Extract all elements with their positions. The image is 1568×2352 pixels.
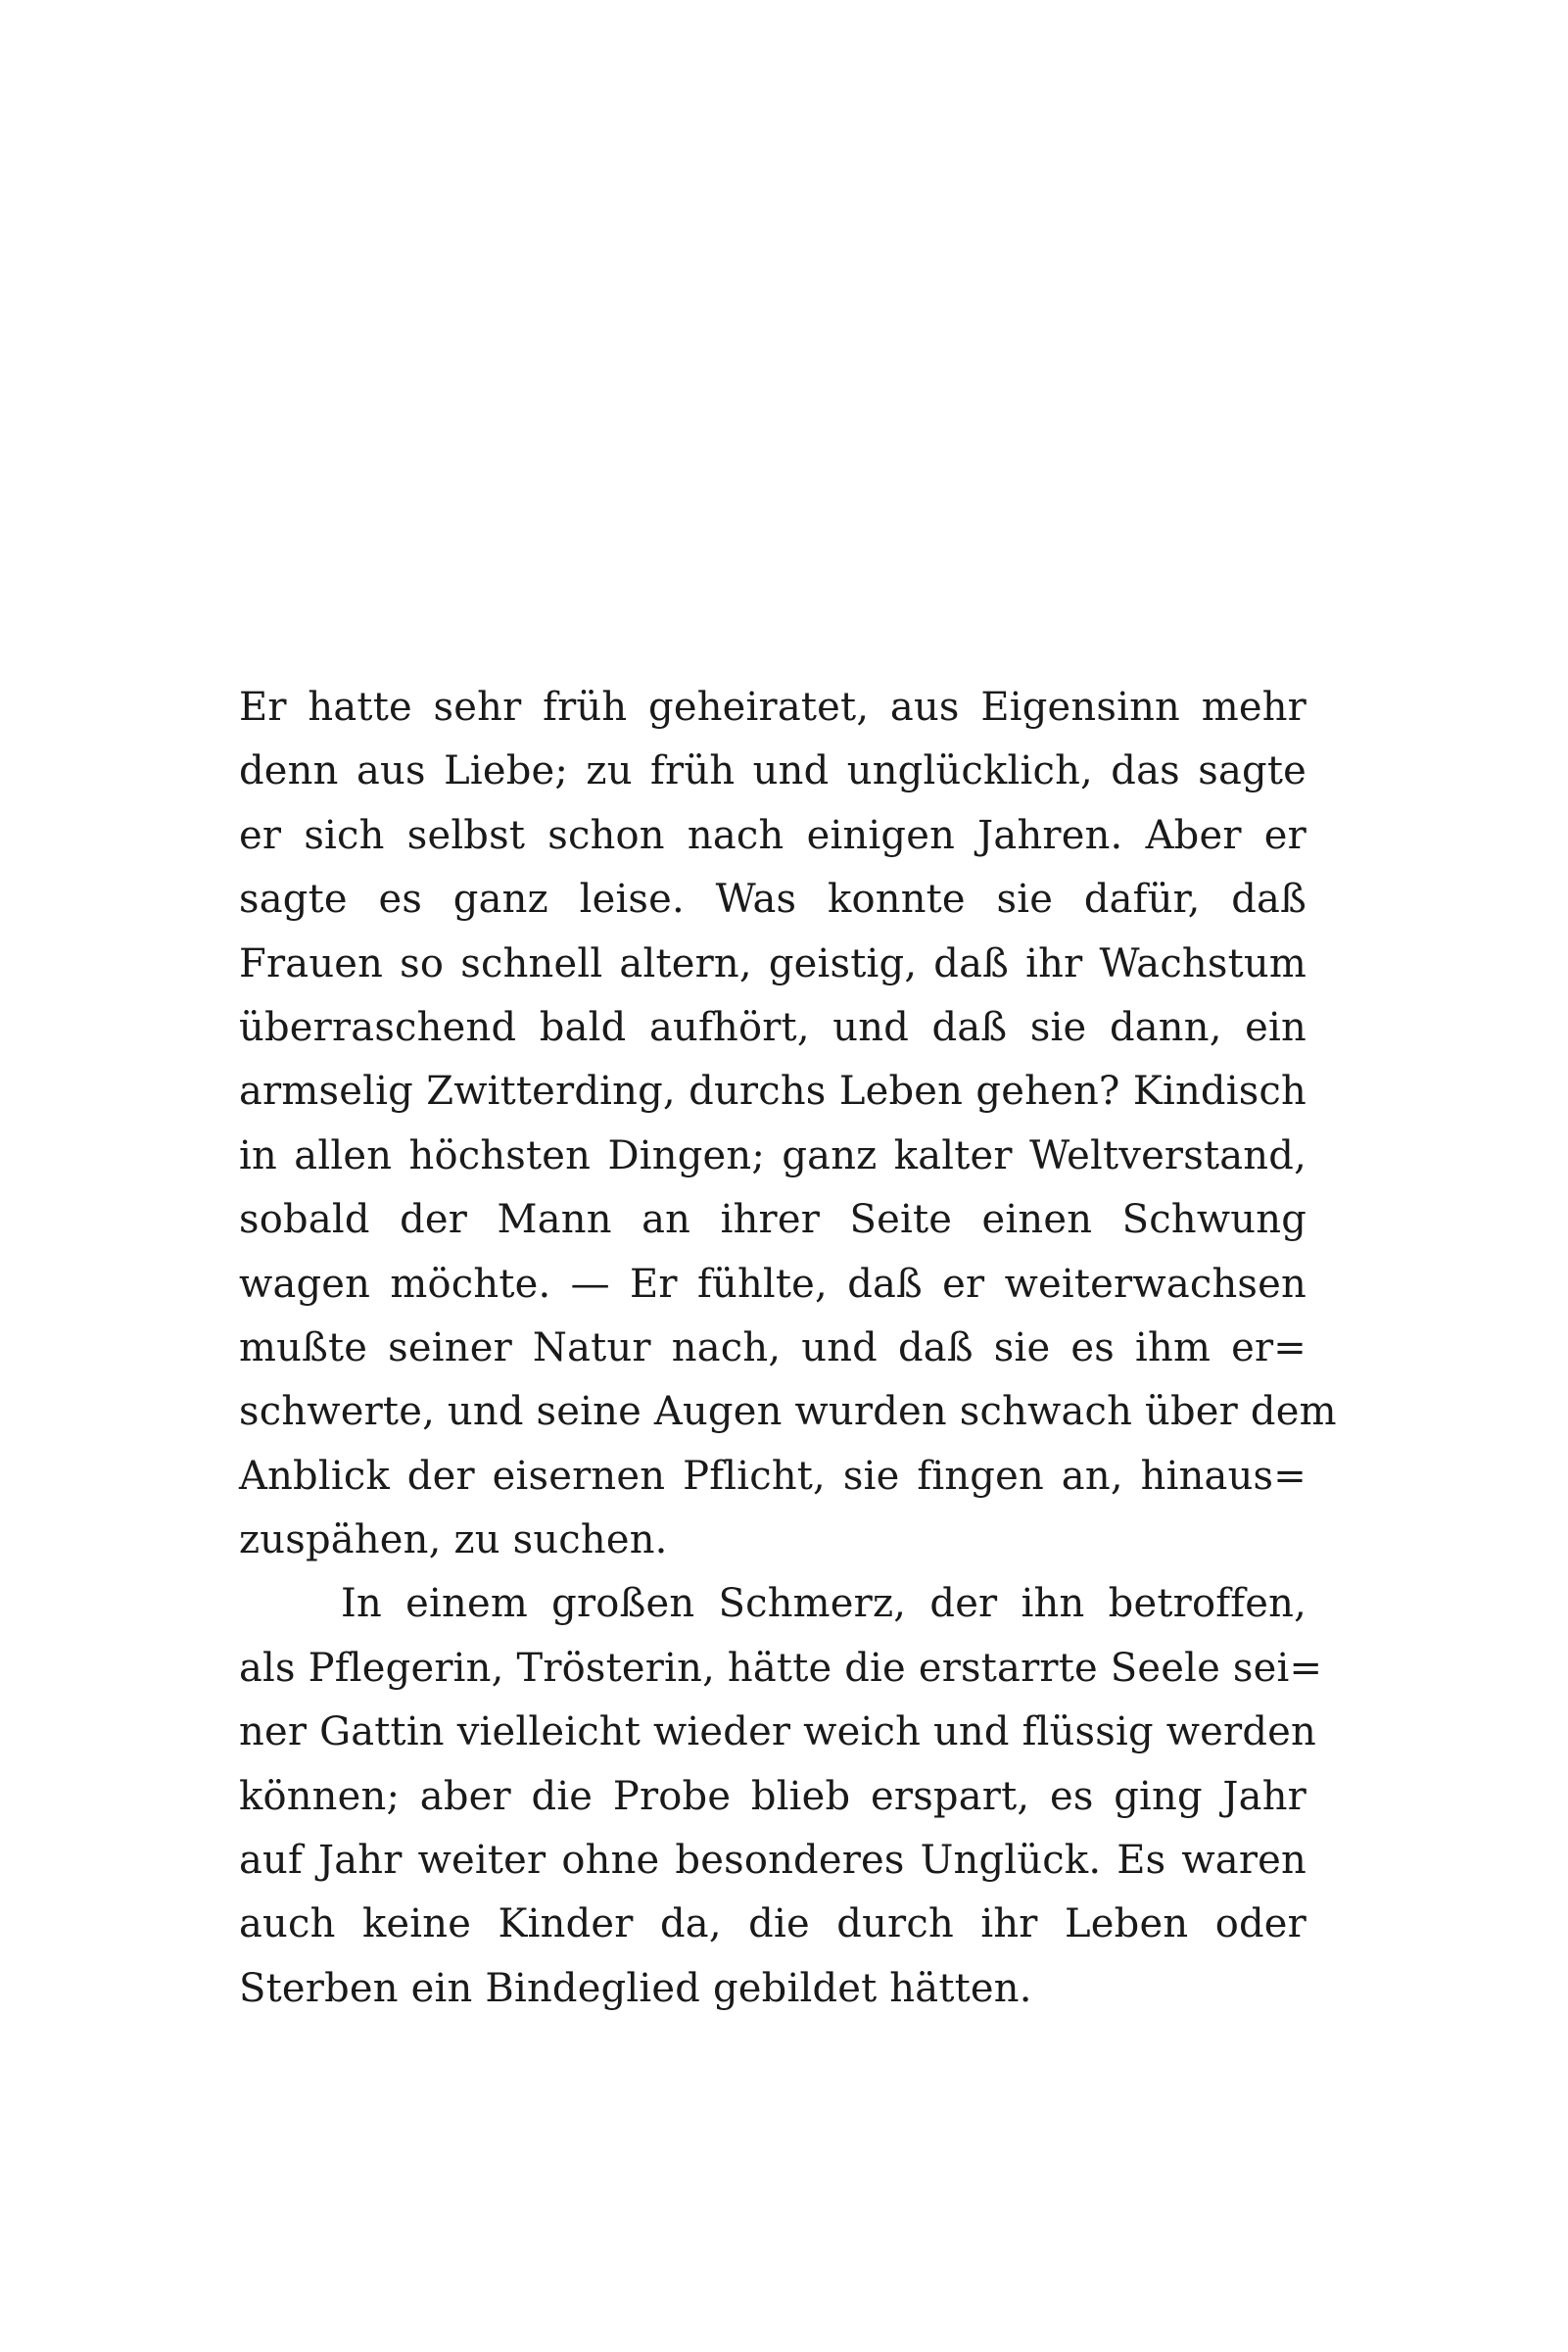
text-line: auf Jahr weiter ohne besonderes Unglück. Es waren	[239, 1838, 1307, 1884]
paragraph-2	[239, 1572, 1323, 2021]
text-line: denn aus Liebe; zu früh und unglücklich, das sagte	[239, 748, 1307, 794]
text-line: als Pflegerin, Trösterin, hätte die erstarrte Seele sei=	[239, 1645, 1323, 1691]
paragraph-1	[239, 676, 1337, 1572]
text-line: Frauen so schnell altern, geistig, daß ihr Wachstum	[239, 940, 1307, 986]
text-line: in allen höchsten Dingen; ganz kalter Weltverstand,	[239, 1132, 1307, 1178]
text-line: armselig Zwitterding, durchs Leben gehen? Kindisch	[239, 1069, 1307, 1115]
text-line: sagte es ganz leise. Was konnte sie dafür, daß	[239, 877, 1307, 923]
text-line: überraschend bald aufhört, und daß sie dann, ein	[239, 1004, 1307, 1050]
text-line: Anblick der eisernen Pflicht, sie fingen an, hinaus=	[239, 1453, 1307, 1499]
text-line: In einem großen Schmerz, der ihn betroffen,	[341, 1581, 1307, 1627]
text-line: zuspähen, zu suchen.	[239, 1517, 668, 1563]
text-line: mußte seiner Natur nach, und daß sie es ihm er=	[239, 1324, 1307, 1370]
text-line: er sich selbst schon nach einigen Jahren. Aber er	[239, 812, 1307, 858]
text-line: können; aber die Probe blieb erspart, es ging Jahr	[239, 1773, 1307, 1819]
text-line: sobald der Mann an ihrer Seite einen Schwung	[239, 1197, 1307, 1243]
text-line: Er hatte sehr früh geheiratet, aus Eigensinn mehr	[239, 685, 1307, 730]
body-text	[239, 676, 1337, 2021]
text-line: Sterben ein Bindeglied gebildet hätten.	[239, 1965, 1032, 2011]
text-line: schwerte, und seine Augen wurden schwach über dem	[239, 1389, 1337, 1435]
text-line: wagen möchte. — Er fühlte, daß er weiterwachsen	[239, 1261, 1307, 1307]
text-line: auch keine Kinder da, die durch ihr Leben oder	[239, 1901, 1307, 1947]
text-line: ner Gattin vielleicht wieder weich und flüssig werden	[239, 1709, 1316, 1755]
